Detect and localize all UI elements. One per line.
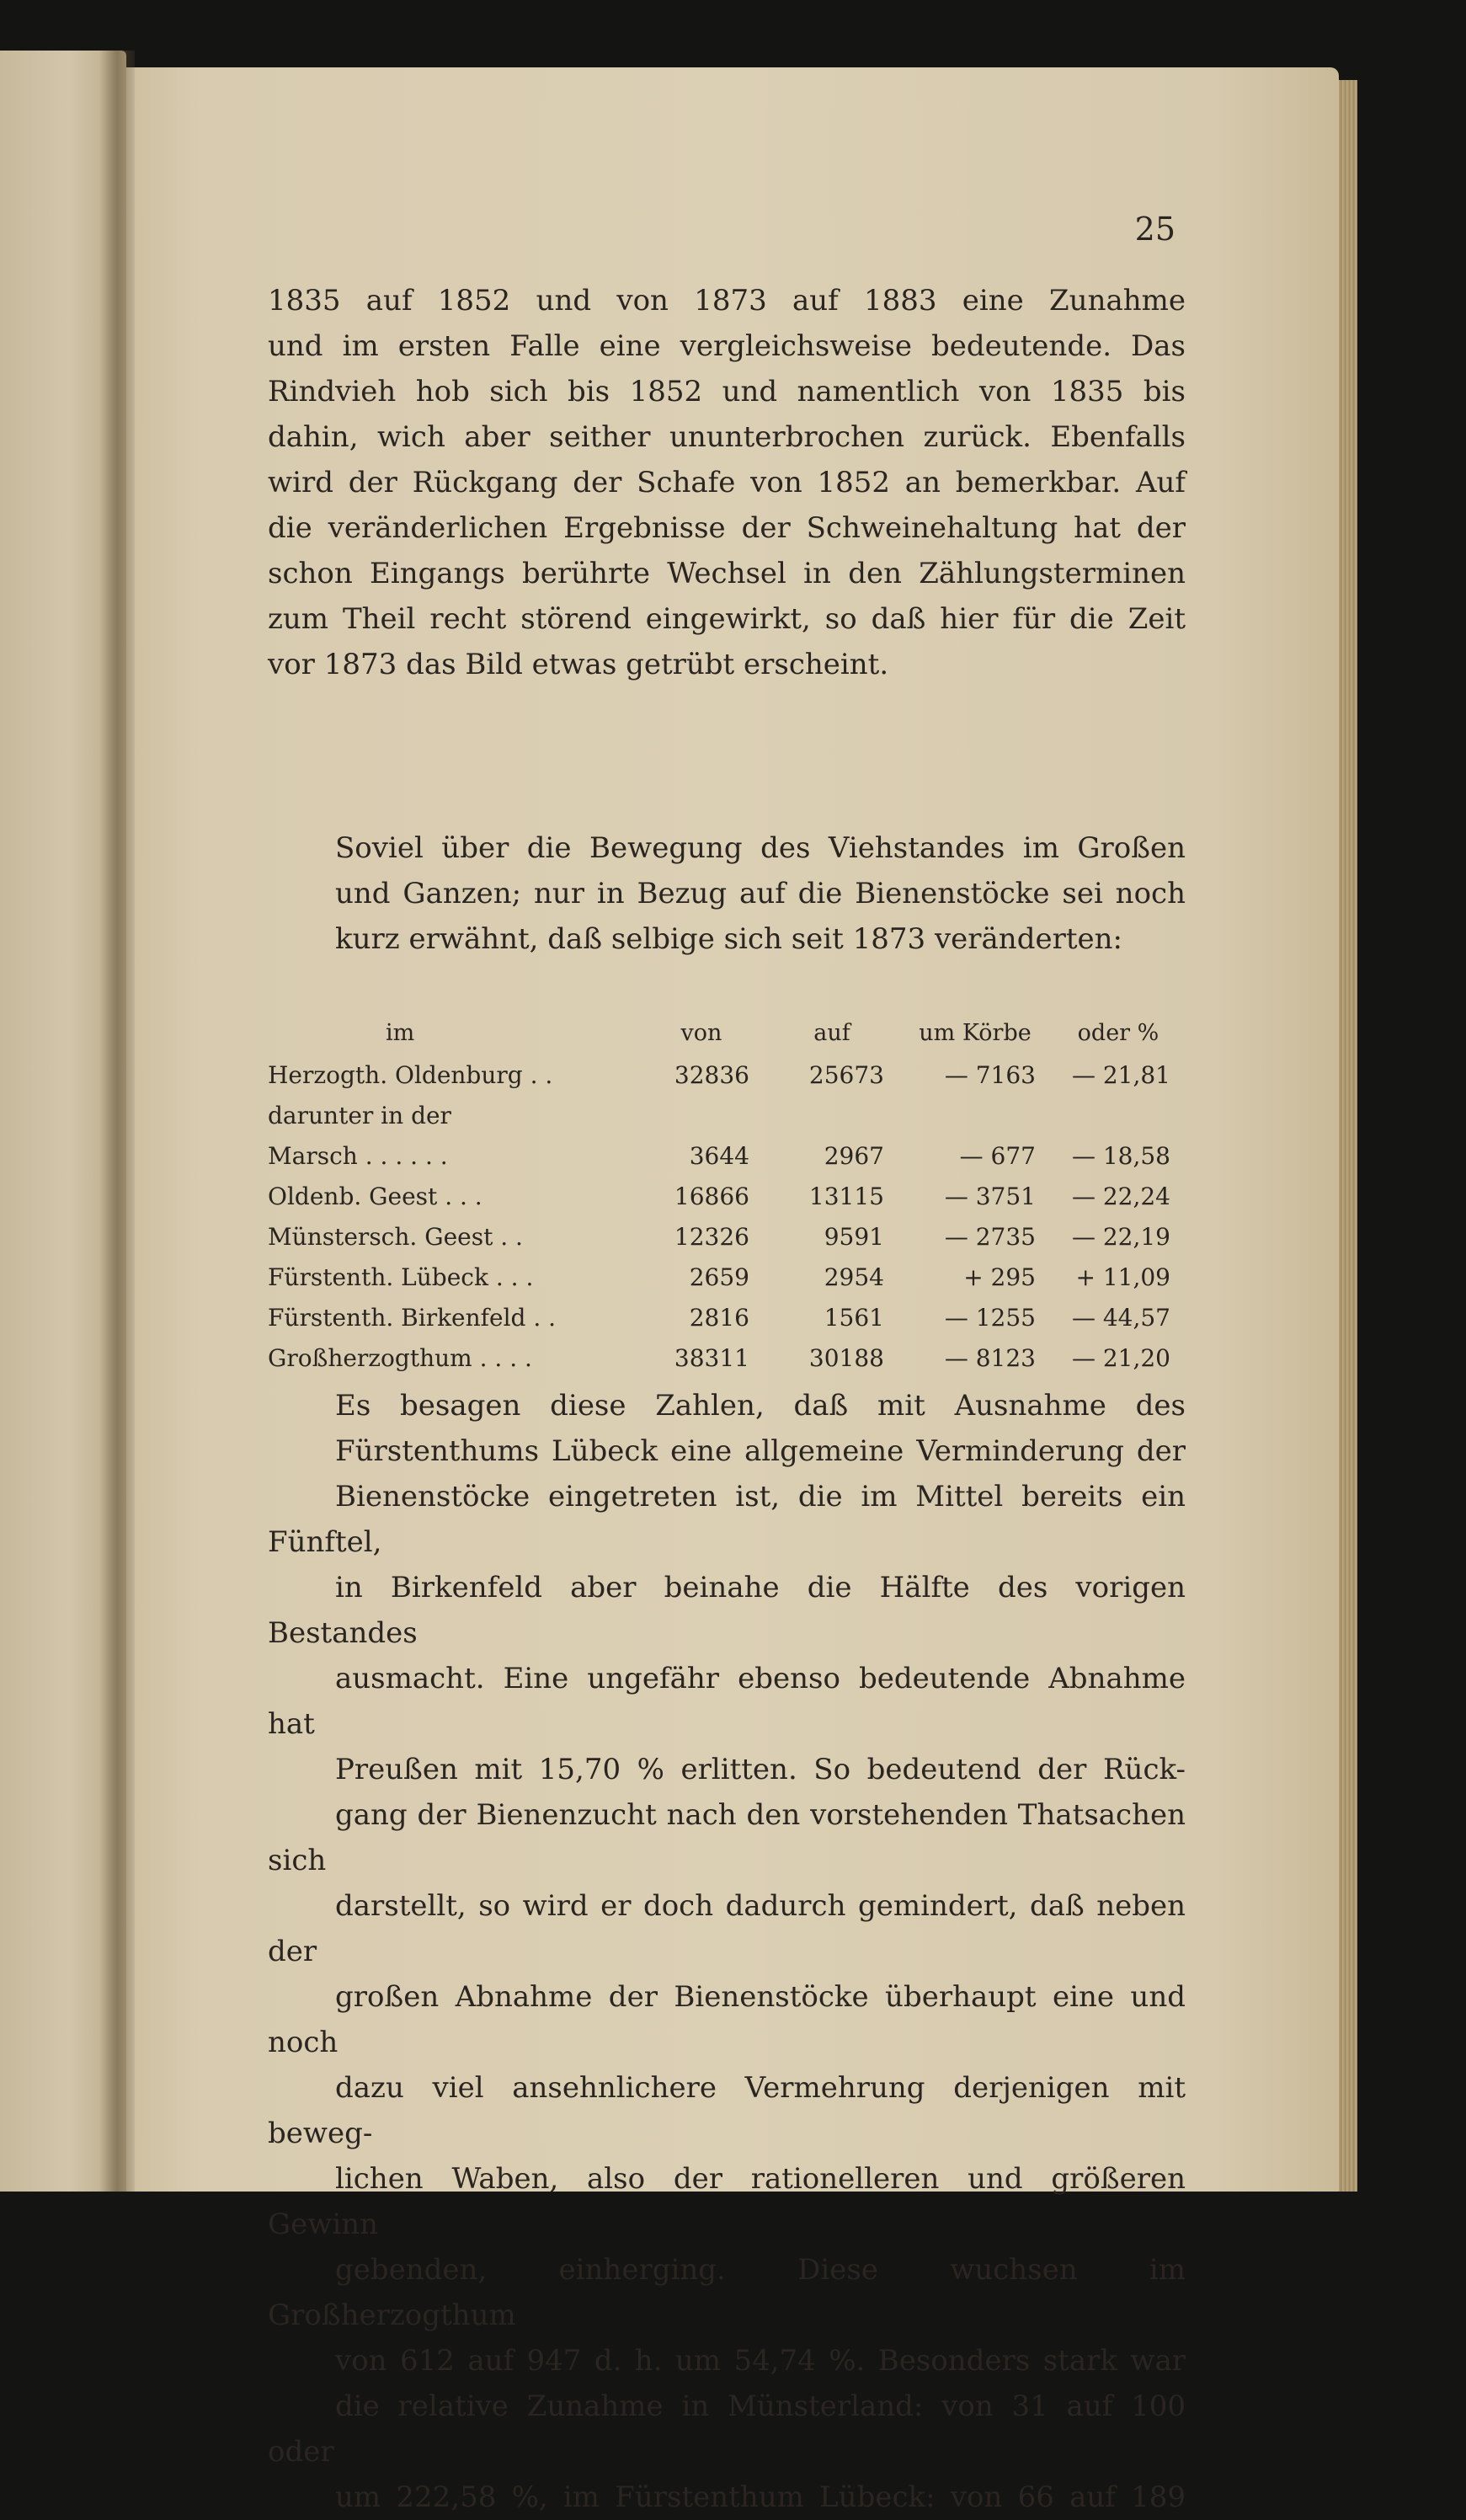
table-row [268,1054,1186,1095]
text-line: Es besagen diese Zahlen, daß mit Ausnahme des [335,1389,1186,1423]
leader-dots: . . . [495,1263,534,1291]
column-header: von [680,1019,722,1046]
text-line: schon Eingangs berührte Wechsel in den Zählungsterminen [268,557,1186,590]
von-cell: 38311 [674,1343,749,1372]
table-row [268,1095,1186,1135]
region-cell [268,1135,638,1176]
auf-cell: 30188 [808,1343,884,1372]
region-name: Oldenb. Geest [268,1182,438,1210]
leader-dots: . . [500,1222,523,1251]
text-line: ausmacht. Eine ungefähr ebenso bedeutende Abnahme hat [268,1662,1186,1741]
um-cell: — 8123 [944,1343,1036,1372]
um-cell: — 677 [959,1141,1036,1170]
oder-cell: — 44,57 [1071,1303,1170,1332]
text-line: in Birkenfeld aber beinahe die Hälfte des vorigen Bestandes [268,1571,1186,1650]
region-name: Münstersch. Geest [268,1222,493,1251]
um-cell: — 3751 [944,1182,1036,1210]
column-header: oder % [1077,1019,1159,1046]
oder-cell: — 21,81 [1071,1060,1170,1089]
von-cell: 16866 [674,1182,749,1210]
text-line: gebenden, einherging. Diese wuchsen im Großherzogthum [268,2253,1186,2332]
table-row [268,1176,1186,1216]
text-line: darstellt, so wird er doch dadurch gemindert, daß neben der [268,1889,1186,1968]
um-cell [899,1095,1051,1135]
beehive-table [268,1011,1186,1378]
region-cell [268,1297,638,1337]
table-row [268,1297,1186,1337]
region-cell [268,1054,638,1095]
oder-cell [1051,1095,1186,1135]
text-line: Fürstenthums Lübeck eine allgemeine Verminderung der [335,1434,1186,1468]
text-line: wird der Rückgang der Schafe von 1852 an bemerkbar. Auf [268,466,1186,499]
text-line: großen Abnahme der Bienenstöcke überhaupt eine und noch [268,1980,1186,2059]
um-cell: + 295 [963,1263,1036,1291]
leader-dots: . . . . [479,1343,532,1372]
page-stack-edge [1339,80,1357,2192]
column-header: um Körbe [919,1019,1032,1046]
table-header-row [268,1011,1186,1054]
column-header: auf [813,1019,850,1046]
um-cell: — 7163 [944,1060,1036,1089]
region-name: Marsch [268,1141,358,1170]
table-row [268,1337,1186,1378]
table-row [268,1135,1186,1176]
region-cell [268,1095,638,1135]
um-cell: — 1255 [944,1303,1036,1332]
oder-cell: — 18,58 [1071,1141,1170,1170]
region-name: Fürstenth. Birkenfeld [268,1303,526,1332]
region-cell [268,1176,638,1216]
region-cell [268,1216,638,1257]
leader-dots: . . [530,1060,553,1089]
auf-cell: 2954 [824,1263,884,1291]
auf-cell: 1561 [824,1303,884,1332]
text-line: Bienenstöcke eingetreten ist, die im Mittel bereits ein Fünftel, [268,1480,1186,1559]
text-line: und im ersten Falle eine vergleichsweise bedeutende. Das [268,329,1186,363]
book-gutter [99,51,135,2192]
von-cell: 2659 [689,1263,749,1291]
von-cell: 32836 [674,1060,749,1089]
oder-cell: — 21,20 [1071,1343,1170,1372]
region-cell [268,1257,638,1297]
leader-dots: . . . . . . [365,1141,448,1170]
region-name: darunter in der [268,1101,451,1129]
text-line: zum Theil recht störend eingewirkt, so daß hier für die Zeit [268,602,1186,636]
von-cell [638,1095,765,1135]
auf-cell: 13115 [808,1182,884,1210]
auf-cell [765,1095,899,1135]
region-name: Großherzogthum [268,1343,472,1372]
text-line: lichen Waben, also der rationelleren und größeren Gewinn [268,2162,1186,2241]
region-name: Fürstenth. Lübeck [268,1263,488,1291]
oder-cell: + 11,09 [1075,1263,1170,1291]
auf-cell: 2967 [824,1141,884,1170]
column-header: im [386,1019,415,1046]
page-number: 25 [1134,211,1175,248]
oder-cell: — 22,19 [1071,1222,1170,1251]
table-row [268,1216,1186,1257]
text-line: vor 1873 das Bild etwas getrübt erscheint. [268,648,889,681]
text-line: die veränderlichen Ergebnisse der Schweinehaltung hat der [268,511,1186,545]
von-cell: 12326 [674,1222,749,1251]
text-line: 1835 auf 1852 und von 1873 auf 1883 eine Zunahme [268,284,1186,318]
text-line: von 612 auf 947 d. h. um 54,74 %. Besonders stark war [335,2344,1186,2378]
table-row [268,1257,1186,1297]
text-line: dazu viel ansehnlichere Vermehrung derjenigen mit beweg- [268,2071,1186,2150]
paragraph-3 [268,1383,1186,2514]
paragraph-1 [268,278,1186,825]
text-line: Soviel über die Bewegung des Viehstandes im Großen [335,831,1186,865]
oder-cell: — 22,24 [1071,1182,1170,1210]
page-text-block [268,194,1186,2514]
auf-cell: 9591 [824,1222,884,1251]
text-line: Rindvieh hob sich bis 1852 und namentlich von 1835 bis [268,375,1186,408]
von-cell: 2816 [689,1303,749,1332]
text-line: die relative Zunahme in Münsterland: von 31 auf 100 oder [268,2389,1186,2469]
leader-dots: . . [533,1303,557,1332]
paragraph-2 [268,825,1186,1002]
region-name: Herzogth. Oldenburg [268,1060,523,1089]
text-line: und Ganzen; nur in Bezug auf die Bienenstöcke sei noch [335,877,1186,910]
text-line: um 222,58 %, im Fürstenthum Lübeck: von 66 auf 189 [335,2480,1186,2514]
text-line: Preußen mit 15,70 % erlitten. So bedeutend der Rück- [335,1753,1186,1786]
leader-dots: . . . [445,1182,482,1210]
text-line: kurz erwähnt, daß selbige sich seit 1873 veränderten: [335,922,1122,956]
text-line: dahin, wich aber seither ununterbrochen zurück. Ebenfalls [268,420,1186,454]
auf-cell: 25673 [808,1060,884,1089]
von-cell: 3644 [689,1141,749,1170]
um-cell: — 2735 [944,1222,1036,1251]
region-cell [268,1337,638,1378]
text-line: gang der Bienenzucht nach den vorstehenden Thatsachen sich [268,1798,1186,1877]
